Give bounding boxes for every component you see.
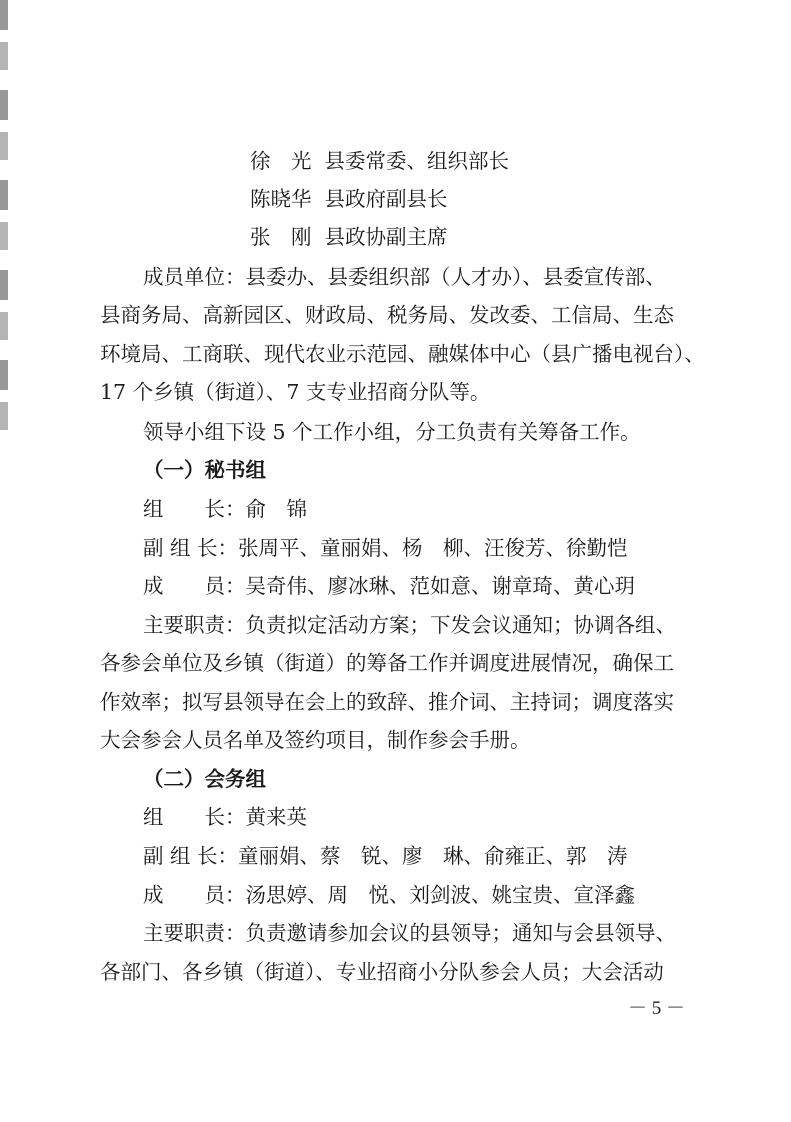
group1-leader: 组 长：俞 锦 [143, 497, 307, 521]
group1-members: 成 员：吴奇伟、廖冰琳、范如意、谢章琦、黄心玥 [143, 574, 635, 598]
intro-line: 领导小组下设 5 个工作小组，分工负责有关筹备工作。 [143, 420, 641, 444]
leader-name: 徐 光 [250, 149, 312, 173]
group1-duties-line-3: 作效率；拟写县领导在会上的致辞、推介词、主持词；调度落实 [100, 690, 674, 714]
leader-row-1 [250, 146, 791, 176]
leader-row-3 [250, 222, 791, 252]
group2-heading: （二）会务组 [143, 767, 266, 791]
leader-title: 县政府副县长 [324, 187, 448, 211]
member-units-line-1: 成员单位：县委办、县委组织部（人才办）、县委宣传部、 [143, 265, 666, 289]
group1-duties-line-2: 各参会单位及乡镇（街道）的筹备工作并调度进展情况，确保工 [100, 651, 674, 675]
group2-leader: 组 长：黄来英 [143, 805, 307, 829]
group1-heading: （一）秘书组 [143, 458, 266, 482]
group2-members: 成 员：汤思婷、周 悦、刘剑波、姚宝贵、宣泽鑫 [143, 883, 635, 907]
member-units-line-4: 17 个乡镇（街道）、7 支专业招商分队等。 [100, 380, 491, 404]
group1-duties-line-1: 主要职责：负责拟定活动方案；下发会议通知；协调各组、 [143, 613, 676, 637]
scan-binding-edge [0, 0, 8, 440]
group2-deputy: 副 组 长：童丽娟、蔡 锐、廖 琳、俞雍正、郭 涛 [143, 844, 628, 868]
member-units-line-2: 县商务局、高新园区、财政局、税务局、发改委、工信局、生态 [100, 303, 674, 327]
leader-row-2 [250, 184, 791, 214]
group2-duties-line-2: 各部门、各乡镇（街道）、专业招商小分队参会人员；大会活动 [100, 960, 664, 984]
member-units-line-3: 环境局、工商联、现代农业示范园、融媒体中心（县广播电视台）、 [100, 342, 705, 366]
page-number: － 5 － [628, 998, 686, 1019]
leader-title: 县政协副主席 [324, 225, 448, 249]
leader-name: 陈晓华 [250, 187, 312, 211]
leader-name: 张 刚 [250, 225, 312, 249]
group1-deputy: 副 组 长：张周平、童丽娟、杨 柳、汪俊芳、徐勤恺 [143, 536, 628, 560]
leader-title: 县委常委、组织部长 [324, 149, 510, 173]
group1-duties-line-4: 大会参会人员名单及签约项目，制作参会手册。 [100, 728, 531, 752]
group2-duties-line-1: 主要职责：负责邀请参加会议的县领导；通知与会县领导、 [143, 921, 676, 945]
